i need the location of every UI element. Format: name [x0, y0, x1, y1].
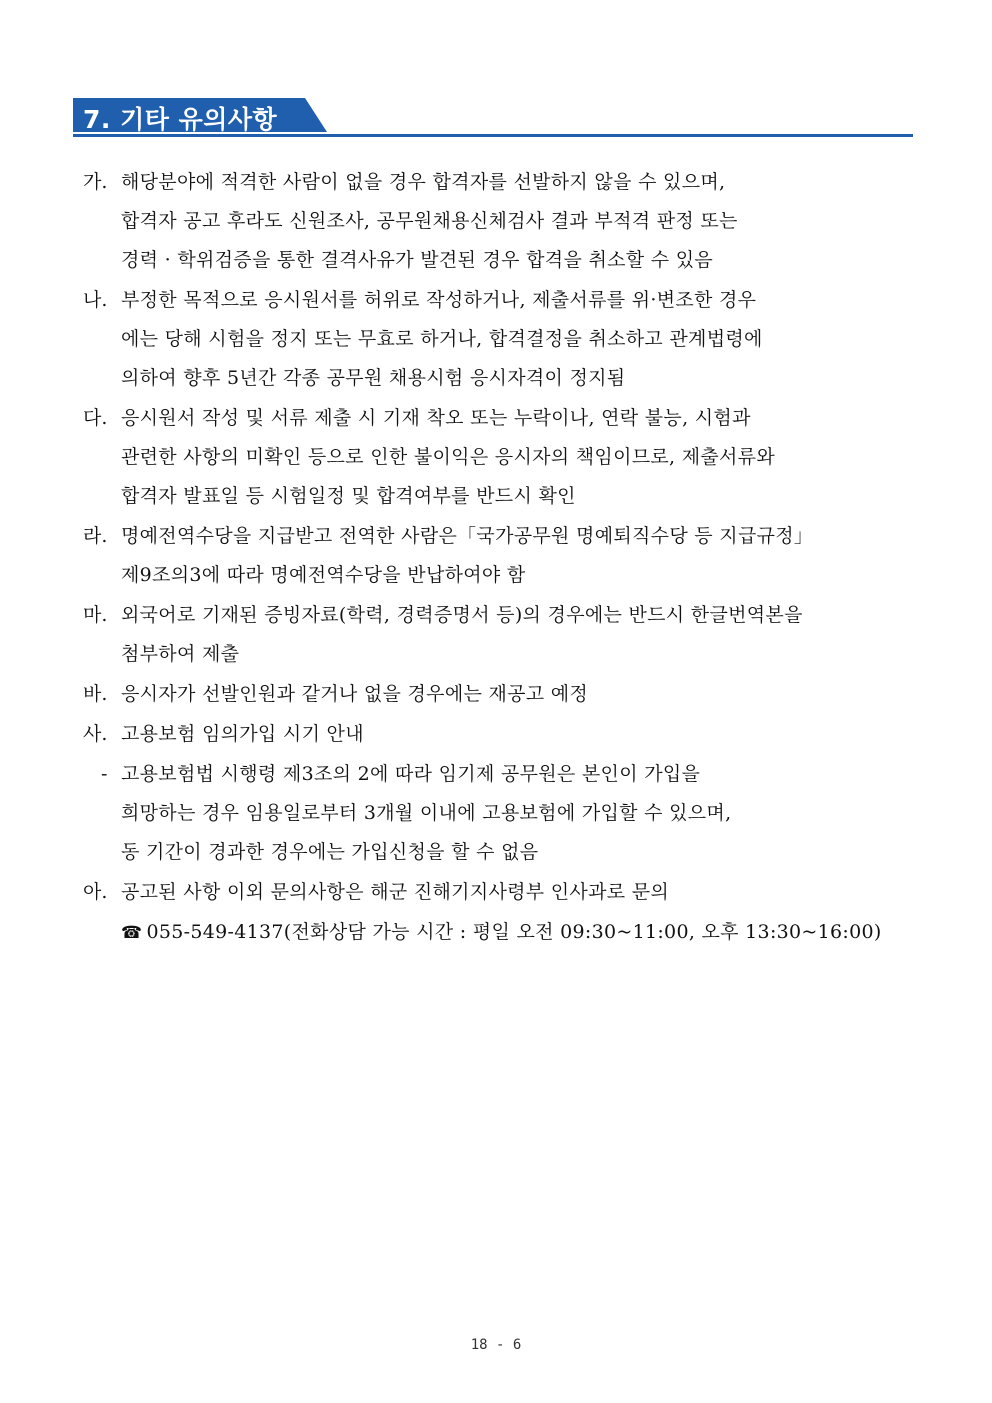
item-text: [83, 281, 918, 398]
item-line: 에는 당해 시험을 정지 또는 무효로 하거나, 합격결정을 취소하고 관계법령에: [121, 328, 763, 350]
item-line: 동 기간이 경과한 경우에는 가입신청을 할 수 없음: [121, 841, 539, 863]
item-line: 합격자 공고 후라도 신원조사, 공무원채용신체검사 결과 부적격 판정 또는: [121, 210, 738, 232]
section-title: 7. 기타 유의사항: [83, 105, 278, 134]
item-line: 외국어로 기재된 증빙자료(학력, 경력증명서 등)의 경우에는 반드시 한글번역본을: [121, 604, 803, 626]
bullet-dash: -: [101, 763, 108, 785]
item-line: 응시자가 선발인원과 같거나 없을 경우에는 재공고 예정: [121, 683, 589, 705]
notice-item: [83, 163, 918, 280]
notice-list: [83, 163, 918, 952]
item-line: 공고된 사항 이외 문의사항은 해군 진해기지사령부 인사과로 문의: [121, 881, 670, 903]
item-line: 명예전역수당을 지급받고 전역한 사람은「국가공무원 명예퇴직수당 등 지급규정」: [121, 525, 814, 547]
item-marker: 바.: [83, 683, 108, 705]
item-marker: 가.: [83, 171, 108, 193]
notice-item: [83, 399, 918, 516]
notice-item: [83, 517, 918, 595]
item-line: 합격자 발표일 등 시험일정 및 합격여부를 반드시 확인: [121, 485, 576, 507]
contact-line: [83, 913, 918, 952]
item-marker: 나.: [83, 289, 108, 311]
item-text: [83, 755, 918, 872]
item-line: 고용보험 임의가입 시기 안내: [121, 723, 364, 745]
item-text: [83, 873, 918, 912]
notice-item: [83, 715, 918, 754]
section-header: [73, 96, 913, 140]
item-line: 부정한 목적으로 응시원서를 허위로 작성하거나, 제출서류를 위·변조한 경우: [121, 289, 757, 311]
item-marker: 마.: [83, 604, 108, 626]
notice-subitem: [83, 755, 918, 872]
item-line: 해당분야에 적격한 사람이 없을 경우 합격자를 선발하지 않을 수 있으며,: [121, 171, 726, 193]
item-marker: 사.: [83, 723, 108, 745]
item-marker: 라.: [83, 525, 108, 547]
item-line: 고용보험법 시행령 제3조의 2에 따라 임기제 공무원은 본인이 가입을: [121, 763, 701, 785]
item-line: 경력 · 학위검증을 통한 결격사유가 발견된 경우 합격을 취소할 수 있음: [121, 249, 714, 271]
notice-item: [83, 596, 918, 674]
item-line: 제9조의3에 따라 명예전역수당을 반납하여야 함: [121, 564, 526, 586]
phone-icon: ☎: [121, 923, 143, 943]
item-line: 관련한 사항의 미확인 등으로 인한 불이익은 응시자의 책임이므로, 제출서류와: [121, 446, 775, 468]
notice-item: [83, 873, 918, 912]
item-marker: 아.: [83, 881, 108, 903]
item-marker: 다.: [83, 407, 108, 429]
item-text: [83, 517, 918, 595]
notice-item: [83, 281, 918, 398]
item-line: 응시원서 작성 및 서류 제출 시 기재 착오 또는 누락이나, 연락 불능, 시험과: [121, 407, 751, 429]
item-text: [83, 596, 918, 674]
item-line: 희망하는 경우 임용일로부터 3개월 이내에 고용보험에 가입할 수 있으며,: [121, 802, 732, 824]
notice-item: [83, 675, 918, 714]
item-text: [83, 675, 918, 714]
item-line: 의하여 향후 5년간 각종 공무원 채용시험 응시자격이 정지됨: [121, 367, 626, 389]
item-text: [83, 163, 918, 280]
item-text: [83, 399, 918, 516]
contact-text: 055-549-4137(전화상담 가능 시간 : 평일 오전 09:30~11:00, 오후 13:30~16:00): [146, 921, 882, 943]
item-line: 첨부하여 제출: [121, 643, 240, 665]
page-number: 18 - 6: [470, 1337, 522, 1353]
item-text: [83, 715, 918, 754]
